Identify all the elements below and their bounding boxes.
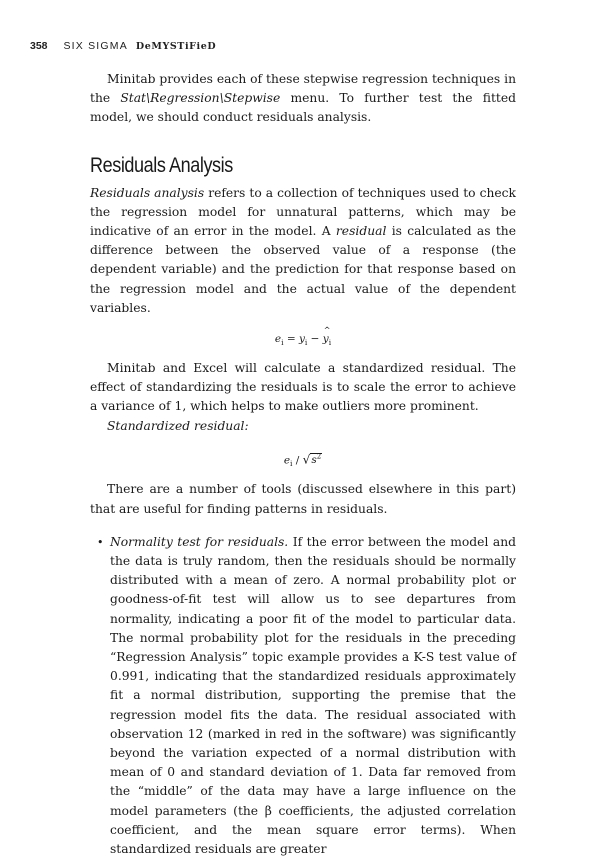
- definition-paragraph: [90, 184, 516, 318]
- tools-paragraph: There are a number of tools (discussed elsewhere in this part) that are useful for finding patterns in residuals.: [90, 482, 516, 516]
- definition-term-2: residual: [335, 224, 387, 239]
- page-number: 358: [30, 40, 48, 52]
- book-brand: DeMYSTiFieD: [135, 41, 217, 52]
- eq1-sub-2: i: [304, 338, 308, 348]
- definition-term: Residuals analysis: [90, 185, 205, 200]
- menu-path: Stat\Regression\Stepwise: [120, 91, 281, 106]
- eq2-slash: /: [292, 454, 303, 467]
- bullet-icon: •: [97, 535, 104, 549]
- book-title: SIX SIGMA: [63, 40, 128, 52]
- running-head: [30, 40, 216, 52]
- eq1-e: e: [274, 333, 282, 346]
- eq1-y: y: [298, 333, 305, 346]
- eq2-s: s: [311, 454, 317, 467]
- standardized-paragraph: Minitab and Excel will calculate a standardized residual. The effect of standardizing the residuals is to scale the error to achieve a variance of 1, which helps to make outliers more prominent.: [90, 361, 516, 414]
- eq2-radical: √: [302, 452, 311, 467]
- eq2-power: 2: [316, 452, 322, 461]
- eq1-sub-3: i: [328, 338, 332, 348]
- bullet-lead: Normality test for residuals.: [110, 534, 289, 549]
- section-heading: Residuals Analysis: [90, 153, 233, 177]
- intro-text-2: menu. To further test the fitted model, we should conduct residuals analysis.: [90, 91, 516, 125]
- eq2-e: e: [283, 454, 291, 467]
- definition-text-2: is calculated as the difference between the observed value of a response (the dependent variable) and the prediction for that response based on the regression model and the actual value of the dependent variables.: [90, 224, 516, 315]
- definition-text-1: refers to a collection of techniques used to check the regression model for unnatural patterns, which may be indicative of an error in the model. A: [90, 185, 517, 239]
- eq1-equals: =: [283, 333, 299, 346]
- eq1-sub-1: i: [281, 338, 284, 348]
- residual-equation: [90, 330, 516, 349]
- bullet-text: If the error between the model and the data is truly random, then the residuals should be normally distributed with a mean of zero. A normal probability plot or goodness-of-fit test will allow us to see departures from normality, indicating a poor fit of the model to particular data. The normal probability plot for the residuals in the preceding “Regression Analysis” topic example provides a K-S test value of 0.991, indicating that the standardized residuals approximately fit a normal distribution, supporting the premise that the regression model fits the data. The residual associated with observation 12 (marked in red in the software) was significantly beyond the variation expected of a normal distribution with mean of 0 and standard deviation of 1. Data far removed from the “middle” of the data may have a large influence on the model parameters (the β coefficients, the adjusted correlation coefficient, and the mean square error terms). When standardized residuals are greater: [110, 534, 516, 856]
- tools-list: [90, 533, 516, 859]
- intro-paragraph: [90, 70, 516, 128]
- eq2-sub: i: [290, 459, 293, 469]
- eq1-yhat: ^ y: [323, 330, 329, 348]
- standardized-label: Standardized residual:: [107, 418, 249, 433]
- intro-text-1: Minitab provides each of these stepwise regression techniques in the: [90, 72, 516, 106]
- standardized-equation: [90, 448, 516, 471]
- page-body: [90, 70, 516, 859]
- eq1-minus: −: [307, 333, 323, 346]
- list-item: [90, 533, 516, 859]
